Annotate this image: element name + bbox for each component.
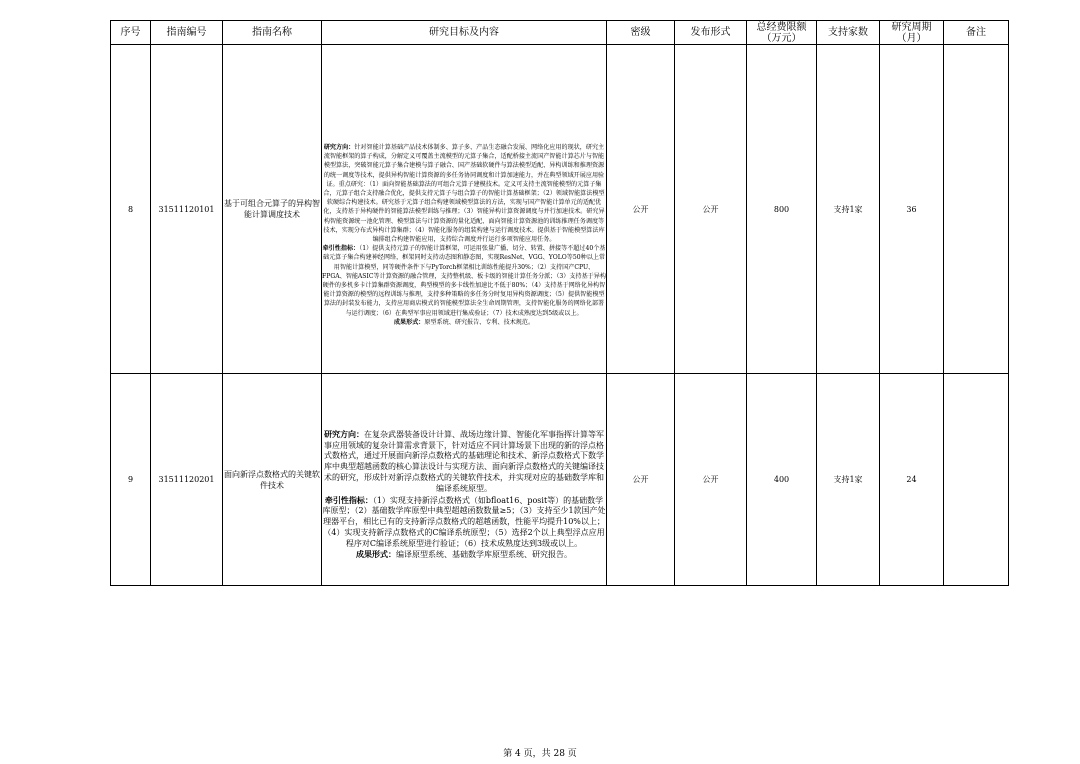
header-publish: 发布形式 — [675, 21, 747, 45]
header-secret: 密级 — [607, 21, 675, 45]
table-row — [111, 45, 1009, 374]
cell-support: 支持1家 — [817, 374, 880, 586]
page-footer: 第 4 页，共 28 页 — [503, 749, 577, 759]
cell-publish: 公开 — [675, 45, 747, 374]
table-row — [111, 374, 1009, 586]
result-label: 成果形式： — [393, 318, 425, 326]
result-text: 编译原型系统、基础数学库原型系统、研究报告。 — [396, 550, 572, 560]
indicator-text: （1）提供支持元算子的智能计算框架，可运用张量广播、切分、转置、拼接等不超过40个基础元算子集合构建神经网络，框架同时支持动态图和静态图，实现ResNet、VGG、YOLO等50种以上常用智能计算模型，同等硬件条件下与PyTorch框架相比训练性能提升30%；（2）支持国产CPU、FPGA、智能ASIC等计算资源的融合管理，支持整机级、板卡级的智能计算任务分派；（3）支持基于异构硬件的多机多卡计算集群资源调度，典型模型的多卡线性加速比不低于80%；（4）支持基于网络化异构智能计算资源的模型的远程训练与推理，支持多种策略的多任务分时复用异构资源调度；（5）提供智能模型算法的封装发布能力，支持应用商店模式的智能模型算法全生命周期管理，支持智能化服务的网络化部署与运行调度；（6）在典型军事应用领域进行集成验证；（7）技术成熟度达到5级或以上。 — [322, 245, 606, 317]
header-period: 研究周期（月） — [880, 21, 944, 45]
traction-indicators — [322, 244, 606, 318]
header-row — [111, 21, 1009, 45]
research-direction — [322, 143, 606, 244]
result-form — [322, 549, 606, 561]
cell-support: 支持1家 — [817, 45, 880, 374]
header-guide-name: 指南名称 — [223, 21, 322, 45]
result-label: 成果形式： — [356, 549, 396, 560]
traction-indicators — [322, 495, 606, 550]
cell-period: 24 — [880, 374, 944, 586]
cell-secret: 公开 — [607, 45, 675, 374]
cell-secret: 公开 — [607, 374, 675, 586]
cell-remark — [944, 45, 1009, 374]
header-seq: 序号 — [111, 21, 151, 45]
indicator-label: 牵引性指标： — [324, 494, 373, 505]
direction-label: 研究方向： — [324, 428, 364, 439]
cell-funding: 800 — [747, 45, 817, 374]
cell-content — [322, 374, 607, 586]
cell-guide-name: 基于可组合元算子的异构智能计算调度技术 — [223, 45, 322, 374]
cell-seq: 9 — [111, 374, 151, 586]
direction-text: 在复杂武器装备设计计算、战场边缘计算、智能化军事指挥计算等军事应用领域的复杂计算需求背景下，针对适应不同计算场景下出现的新的浮点格式数格式，通过开展面向新浮点数格式的基础理论和技术、新浮点数格式下数学库中典型超越函数的核心算法设计与实现方法、面向新浮点数格式的关键编译技术的研究，形成针对新浮点数格式的关键软件技术，并实现对应的基础数学库和编译系统原型。 — [324, 429, 604, 493]
cell-content — [322, 45, 607, 374]
cell-funding: 400 — [747, 374, 817, 586]
cell-guide-no: 31511120201 — [151, 374, 223, 586]
guide-table — [110, 20, 1009, 586]
header-guide-no: 指南编号 — [151, 21, 223, 45]
cell-publish: 公开 — [675, 374, 747, 586]
result-form — [322, 318, 606, 327]
cell-seq: 8 — [111, 45, 151, 374]
result-text: 原型系统、研究报告、专利、技术规范。 — [424, 318, 535, 326]
direction-text: 针对智能计算基础产品技术体制多、算子多、产品生态融合发展、网络化应用的现状，研究主流智能框架的算子构成，分解定义可覆盖主流模型的元算子集合，适配桥接主流国产智能计算芯片与智能模型算法，突破智能元算子集合建模与算子融合、国产基础软硬件与算法模型适配、异构训练和推理资源的统一调度等技术，提供异构智能计算资源的多任务协同调度和计算加速能力，并在典型领域开展应用验证。重点研究：（1）面向智能基础算法的可组合元算子建模技术。定义可支持主流智能模型的元算子集合，元算子组合支持融合优化，提供支持元算子与组合算子的智能计算基础框架；（2）领域智能算法模型软硬综合构建技术。研究基于元算子组合构建领域模型算法的方法，实现与国产智能计算单元的适配优化，支持基于异构硬件的智能算法模型训练与推理；（3）智能异构计算资源调度与并行加速技术。研究异构智能资源统一池化管理、模型算法与计算资源的量化适配、面向智能计算资源池的训练推理任务调度等技术，实现分布式异构计算集群；（4）智能化服务的组装构建与运行调度技术。提供基于智能模型算法库编排组合构建智能应用，支持综合调度并行运行多项智能应用任务。 — [323, 143, 605, 243]
cell-period: 36 — [880, 45, 944, 374]
header-remark: 备注 — [944, 21, 1009, 45]
research-direction — [322, 429, 606, 495]
direction-label: 研究方向： — [323, 143, 355, 151]
indicator-text: （1）实现支持新浮点数格式（如bfloat16、posit等）的基础数学库原型；（2）基础数学库原型中典型超越函数数量≥5；（3）支持至少1款国产处理器平台，相比已有的支持新浮点数格式的超越函数，性能平均提升10%以上；（4）实现支持新浮点数格式的C编译系统原型；（5）选择2个以上典型浮点应用程序对C编译系统原型进行验证；（6）技术成熟度达到3级或以上。 — [322, 495, 606, 548]
indicator-label: 牵引性指标： — [322, 245, 360, 253]
header-funding: 总经费限额（万元） — [747, 21, 817, 45]
cell-guide-no: 31511120101 — [151, 45, 223, 374]
cell-guide-name: 面向新浮点数格式的关键软件技术 — [223, 374, 322, 586]
cell-remark — [944, 374, 1009, 586]
header-support: 支持家数 — [817, 21, 880, 45]
header-content: 研究目标及内容 — [322, 21, 607, 45]
